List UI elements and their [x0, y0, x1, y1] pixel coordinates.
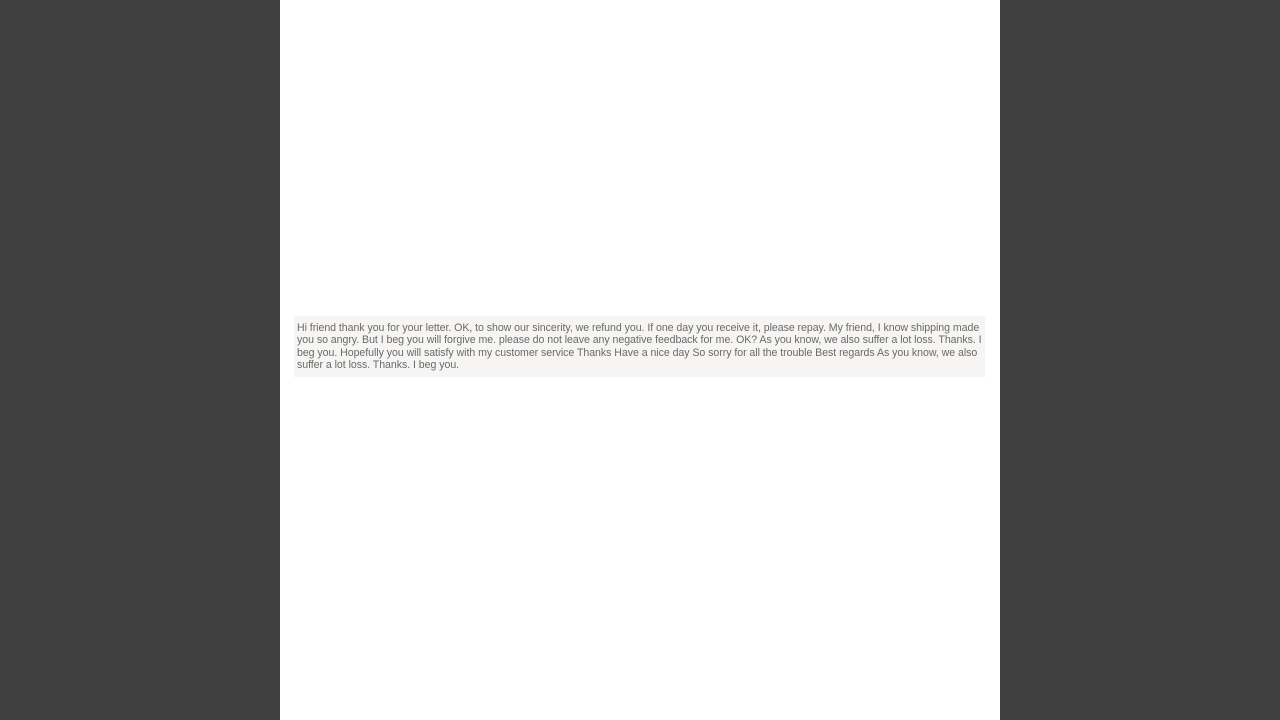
message-text: Hi friend thank you for your letter. OK, to show our sincerity, we refund you. If one day you receive it, please repay. My friend, I know shipping made you so angry. But I beg you will forgive me. please do not leave any negative feedback for me. OK? As you know, we also suffer a lot loss. Thanks. I beg you. Hopefully you will satisfy with my customer service Thanks Have a nice day So sorry for all the trouble Best regards As you know, we also suffer a lot loss. Thanks. I beg you. [297, 322, 982, 371]
message-box [294, 316, 985, 377]
document-page [280, 0, 1000, 720]
